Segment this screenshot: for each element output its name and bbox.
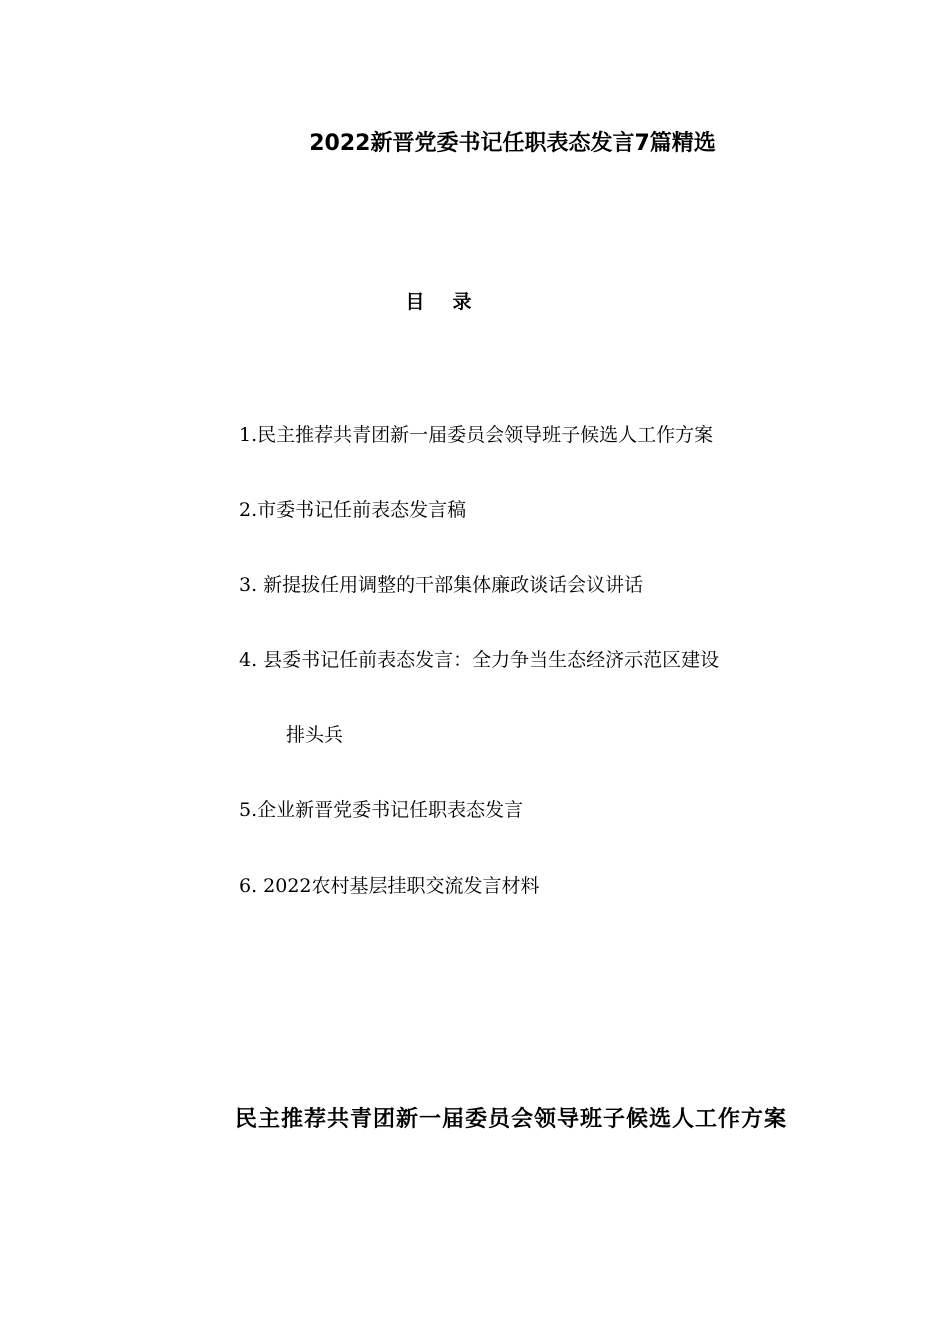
toc-item-1: 1.民主推荐共青团新一届委员会领导班子候选人工作方案 [239,424,714,446]
document-title: 2022新晋党委书记任职表态发言7篇精选 [309,131,716,156]
section-title: 民主推荐共青团新一届委员会领导班子候选人工作方案 [234,1106,787,1132]
toc-item-5: 5.企业新晋党委书记任职表态发言 [239,799,524,821]
toc-item-3: 3. 新提拔任用调整的干部集体廉政谈话会议讲话 [239,574,644,596]
toc-item-2: 2.市委书记任前表态发言稿 [239,499,467,521]
toc-heading: 目录 [405,291,500,313]
toc-item-4: 4. 县委书记任前表态发言：全力争当生态经济示范区建设 [239,649,720,671]
toc-item-4-continued: 排头兵 [286,724,344,746]
toc-item-6: 6. 2022农村基层挂职交流发言材料 [239,875,540,897]
